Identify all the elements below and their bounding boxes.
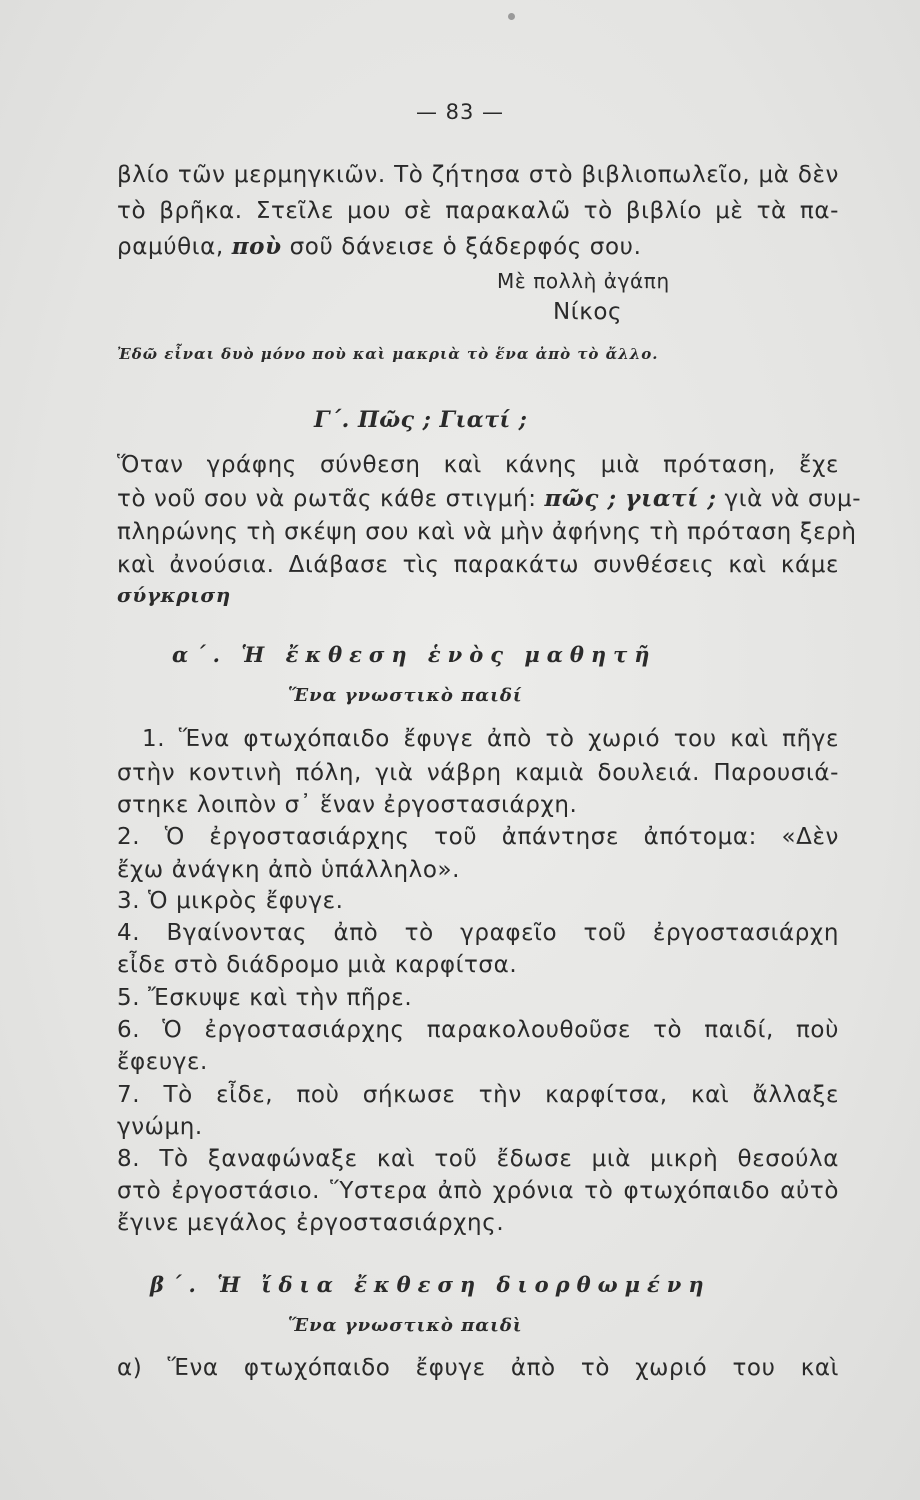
letter-signature: Νίκος <box>553 299 623 325</box>
page-number: — 83 — <box>415 100 505 124</box>
part-a-line-5: ἔχω ἀνάγκη ἀπὸ ὑπάλληλο». <box>117 857 461 883</box>
part-a-line-4: 2. Ὁ ἐργοστασιάρχης τοῦ ἀπάντησε ἀπότομα: «Δὲν <box>117 824 839 850</box>
part-b-subtitle: Ἕνα γνωστικὸ παιδὶ <box>288 1315 523 1336</box>
letter-emphasis: ποὺ <box>231 233 282 260</box>
part-b-line-1: α) Ἕνα φτωχόπαιδο ἔφυγε ἀπὸ τὸ χωριό του καὶ <box>117 1355 839 1381</box>
section-title: Γ΄. Πῶς ; Γιατί ; <box>314 407 528 433</box>
part-a-line-3: στηκε λοιπὸν σ᾿ ἕναν ἐργοστασιάρχη. <box>117 792 578 818</box>
intro-questions: πῶς ; γιατί ; <box>544 485 717 512</box>
part-a-line-6: 3. Ὁ μικρὸς ἔφυγε. <box>117 888 344 914</box>
intro-line-3: πληρώνης τὴ σκέψη σου καὶ νὰ μὴν ἀφήνης τὴ πρόταση ξερὴ <box>117 519 857 545</box>
intro-line-2 <box>117 484 862 514</box>
example-note: Ἐδῶ εἶναι δυὸ μόνο ποὺ καὶ μακριὰ τὸ ἕνα ἀπὸ τὸ ἄλλο. <box>117 345 659 363</box>
part-a-line-14: 8. Τὸ ξαναφώναξε καὶ τοῦ ἔδωσε μιὰ μικρὴ θεσούλα <box>117 1146 839 1172</box>
part-a-line-11: ἔφευγε. <box>117 1049 208 1075</box>
intro-line-2-end: γιὰ νὰ συμ- <box>716 486 862 512</box>
letter-line-3-end: σοῦ δάνεισε ὁ ξάδερφός σου. <box>281 234 642 260</box>
part-a-heading: α΄. Ἡ ἔκθεση ἑνὸς μαθητῆ <box>172 642 657 667</box>
part-a-line-12: 7. Τὸ εἶδε, ποὺ σήκωσε τὴν καρφίτσα, καὶ ἄλλαξε <box>117 1082 839 1108</box>
part-a-line-9: 5. Ἔσκυψε καὶ τὴν πῆρε. <box>117 985 413 1011</box>
part-a-line-1: 1. Ἕνα φτωχόπαιδο ἔφυγε ἀπὸ τὸ χωριό του καὶ πῆγε <box>142 726 839 752</box>
part-a-line-13: γνώμη. <box>117 1114 203 1140</box>
letter-line-3 <box>117 232 641 262</box>
part-a-subtitle: Ἕνα γνωστικὸ παιδί <box>288 685 523 706</box>
intro-line-2-start: τὸ νοῦ σου νὰ ρωτᾶς κάθε στιγμή: <box>117 486 545 512</box>
letter-line-3-start: ραμύθια, <box>117 234 232 260</box>
part-a-line-7: 4. Βγαίνοντας ἀπὸ τὸ γραφεῖο τοῦ ἐργοστασιάρχη <box>117 920 839 946</box>
part-a-line-8: εἶδε στὸ διάδρομο μιὰ καρφίτσα. <box>117 952 518 978</box>
intro-line-4: καὶ ἀνούσια. Διάβασε τὶς παρακάτω συνθέσεις καὶ κάμε <box>117 552 839 578</box>
part-a-line-15: στὸ ἐργοστάσιο. Ὕστερα ἀπὸ χρόνια τὸ φτωχόπαιδο αὐτὸ <box>117 1178 839 1204</box>
letter-line-2: τὸ βρῆκα. Στεῖλε μου σὲ παρακαλῶ τὸ βιβλίο μὲ τὰ πα- <box>117 198 839 224</box>
intro-line-5: σύγκριση <box>117 583 231 607</box>
part-b-heading: β΄. Ἡ ἴδια ἔκθεση διορθωμένη <box>150 1272 711 1297</box>
part-a-line-2: στὴν κοντινὴ πόλη, γιὰ νάβρη καμιὰ δουλειά. Παρουσιά- <box>117 760 839 786</box>
part-a-line-10: 6. Ὁ ἐργοστασιάρχης παρακολουθοῦσε τὸ παιδί, ποὺ <box>117 1017 839 1043</box>
letter-line-1: βλίο τῶν μερμηγκιῶν. Τὸ ζήτησα στὸ βιβλιοπωλεῖο, μὰ δὲν <box>117 162 839 188</box>
letter-closing: Μὲ πολλὴ ἀγάπη <box>497 269 670 293</box>
intro-line-1: Ὅταν γράφης σύνθεση καὶ κάνης μιὰ πρόταση, ἔχε <box>117 452 839 478</box>
ink-speck <box>508 13 515 20</box>
part-a-line-16: ἔγινε μεγάλος ἐργοστασιάρχης. <box>117 1210 505 1236</box>
